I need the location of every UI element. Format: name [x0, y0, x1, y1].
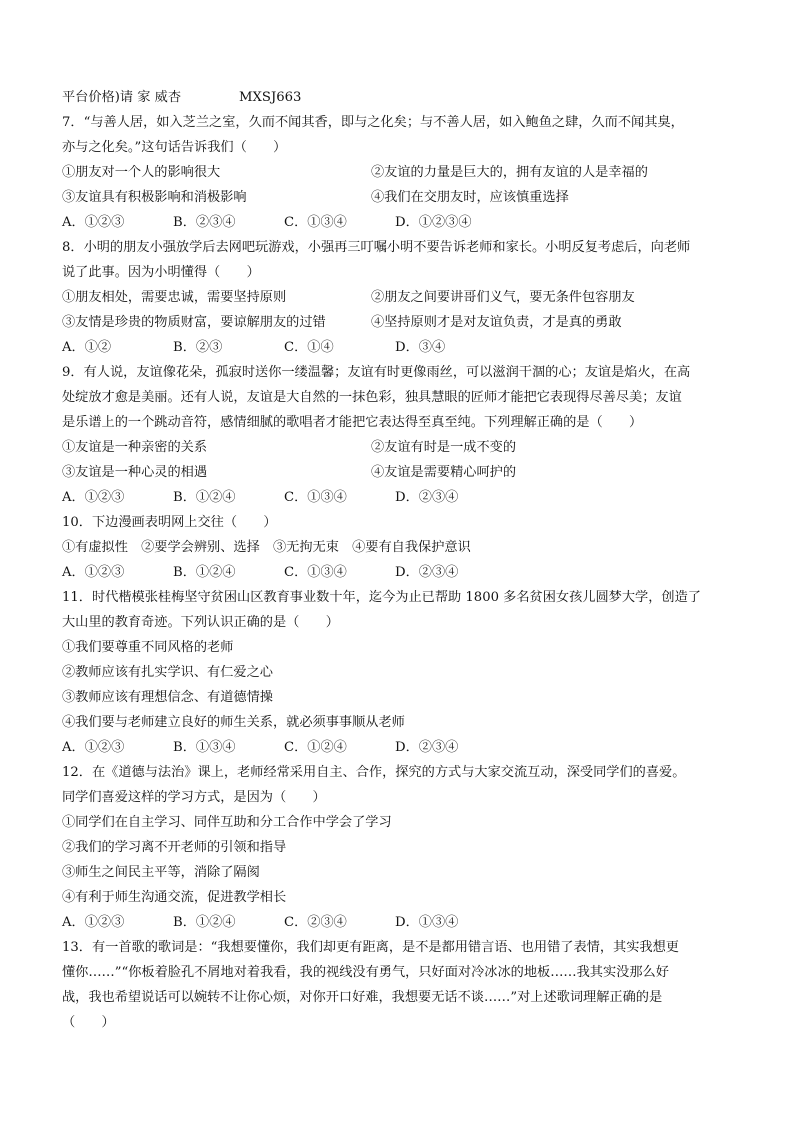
question-7	[62, 110, 742, 235]
option-item: ③友情是珍贵的物质财富，要谅解朋友的过错	[62, 315, 326, 330]
choice-row	[62, 210, 742, 235]
question-stem-line: 13．有一首歌的歌词是：“我想要懂你，我们却更有距离，是不是都用错言语、也用错了表情，其实我想更	[62, 940, 679, 955]
choice-d[interactable]: D．②③④	[395, 565, 459, 580]
choice-a[interactable]: A．①②③	[62, 565, 125, 580]
option-line: ①我们要尊重不同风格的老师	[62, 640, 234, 655]
choice-c[interactable]: C．①③④	[284, 215, 347, 230]
question-stem-line: （ ）	[62, 1015, 115, 1030]
option-row	[62, 310, 742, 335]
choice-c[interactable]: C．①③④	[284, 490, 347, 505]
option-line: ④我们要与老师建立良好的师生关系，就必须事事顺从老师	[62, 715, 405, 730]
option-row	[62, 285, 742, 310]
option-item: ②友谊的力量是巨大的，拥有友谊的人是幸福的	[371, 165, 648, 180]
option-item: ④友谊是需要精心呵护的	[371, 465, 517, 480]
option-line: ①有虚拟性 ②要学会辨别、选择 ③无拘无束 ④要有自我保护意识	[62, 540, 471, 555]
choice-c[interactable]: C．①③④	[284, 565, 347, 580]
choice-b[interactable]: B．②③	[173, 340, 223, 355]
option-row	[62, 160, 742, 185]
option-item: ③友谊具有积极影响和消极影响	[62, 190, 247, 205]
question-stem-line: 8．小明的朋友小强放学后去网吧玩游戏，小强再三叮嘱小明不要告诉老师和家长。小明反复考虑后，向老师	[62, 240, 691, 255]
choice-a[interactable]: A．①②③	[62, 740, 125, 755]
option-item: ③友谊是一种心灵的相遇	[62, 465, 208, 480]
question-stem-line: 7．“与善人居，如入芝兰之室，久而不闻其香，即与之化矣；与不善人居，如入鲍鱼之肆，久而不闻其臭，	[62, 115, 684, 130]
option-item: ②朋友之间要讲哥们义气，要无条件包容朋友	[371, 290, 635, 305]
option-line: ①同学们在自主学习、同伴互助和分工合作中学会了学习	[62, 815, 392, 830]
choice-d[interactable]: D．②③④	[395, 490, 459, 505]
choice-a[interactable]: A．①②③	[62, 215, 125, 230]
question-8	[62, 235, 742, 360]
question-stem-line: 11．时代楷模张桂梅坚守贫困山区教育事业数十年，迄今为止已帮助 1800 多名贫困女孩儿圆梦大学，创造了	[62, 590, 701, 605]
question-stem-line: 是乐谱上的一个跳动音符，感情细腻的歌唱者才能把它表达得至真至纯。下列理解正确的是（ ）	[62, 415, 643, 430]
option-item: ④我们在交朋友时，应该慎重选择	[371, 190, 569, 205]
question-stem-line: 说了此事。因为小明懂得（ ）	[62, 265, 260, 280]
choice-b[interactable]: B．②③④	[173, 215, 236, 230]
page-header	[62, 86, 742, 110]
choice-a[interactable]: A．①②	[62, 340, 112, 355]
question-stem-line: 战，我也希望说话可以婉转不让你心烦，对你开口好难，我想要无话不谈……”对上述歌词理解正确的是	[62, 990, 663, 1005]
option-item: ①友谊是一种亲密的关系	[62, 440, 208, 455]
question-stem-line: 懂你……”“你板着脸孔不屑地对着我看，我的视线没有勇气，只好面对冷冰冰的地板……我其实没那么好	[62, 965, 669, 980]
option-line: ③教师应该有理想信念、有道德情操	[62, 690, 273, 705]
exam-page	[62, 86, 742, 1035]
choice-row	[62, 735, 742, 760]
choice-b[interactable]: B．①②④	[173, 565, 236, 580]
choice-d[interactable]: D．③④	[395, 340, 446, 355]
choice-c[interactable]: C．②③④	[284, 915, 347, 930]
question-stem-line: 同学们喜爱这样的学习方式，是因为（ ）	[62, 790, 326, 805]
option-row	[62, 460, 742, 485]
choice-row	[62, 485, 742, 510]
choice-row	[62, 335, 742, 360]
choice-a[interactable]: A．①②③	[62, 490, 125, 505]
choice-d[interactable]: D．①③④	[395, 915, 459, 930]
choice-c[interactable]: C．①②④	[284, 740, 347, 755]
option-item: ④坚持原则才是对友谊负责，才是真的勇敢	[371, 315, 622, 330]
choice-b[interactable]: B．①②④	[173, 490, 236, 505]
option-line: ④有利于师生沟通交流，促进教学相长	[62, 890, 287, 905]
option-row	[62, 185, 742, 210]
option-item: ①朋友相处，需要忠诚，需要坚持原则	[62, 290, 287, 305]
option-line: ②教师应该有扎实学识、有仁爱之心	[62, 665, 273, 680]
choice-a[interactable]: A．①②③	[62, 915, 125, 930]
header-left-text: 平台价格)请 家 威杏	[62, 90, 182, 105]
question-stem-line: 10．下边漫画表明网上交往（ ）	[62, 515, 277, 530]
choice-b[interactable]: B．①③④	[173, 740, 236, 755]
question-10	[62, 510, 742, 585]
option-line: ③师生之间民主平等，消除了隔阂	[62, 865, 260, 880]
question-stem-line: 12．在《道德与法治》课上，老师经常采用自主、合作，探究的方式与大家交流互动，深受同学们的喜爱。	[62, 765, 686, 780]
question-12	[62, 760, 742, 935]
choice-row	[62, 910, 742, 935]
choice-d[interactable]: D．①②③④	[395, 215, 472, 230]
question-stem-line: 9．有人说，友谊像花朵，孤寂时送你一缕温馨；友谊有时更像雨丝，可以滋润干涸的心；友谊是焰火，在高	[62, 365, 691, 380]
option-item: ②友谊有时是一成不变的	[371, 440, 517, 455]
question-13	[62, 935, 742, 1035]
question-9	[62, 360, 742, 510]
option-line: ②我们的学习离不开老师的引领和指导	[62, 840, 287, 855]
header-code: MXSJ663	[239, 90, 302, 105]
option-item: ①朋友对一个人的影响很大	[62, 165, 221, 180]
choice-c[interactable]: C．①④	[284, 340, 334, 355]
choice-b[interactable]: B．①②④	[173, 915, 236, 930]
question-stem-line: 大山里的教育奇迹。下列认识正确的是（ ）	[62, 615, 339, 630]
choice-row	[62, 560, 742, 585]
option-row	[62, 435, 742, 460]
question-stem-line: 处绽放才愈是美丽。还有人说，友谊是大自然的一抹色彩，独具慧眼的匠师才能把它表现得尽善尽美；友谊	[62, 390, 682, 405]
question-11	[62, 585, 742, 760]
question-stem-line: 亦与之化矣。”这句话告诉我们（ ）	[62, 140, 287, 155]
choice-d[interactable]: D．②③④	[395, 740, 459, 755]
